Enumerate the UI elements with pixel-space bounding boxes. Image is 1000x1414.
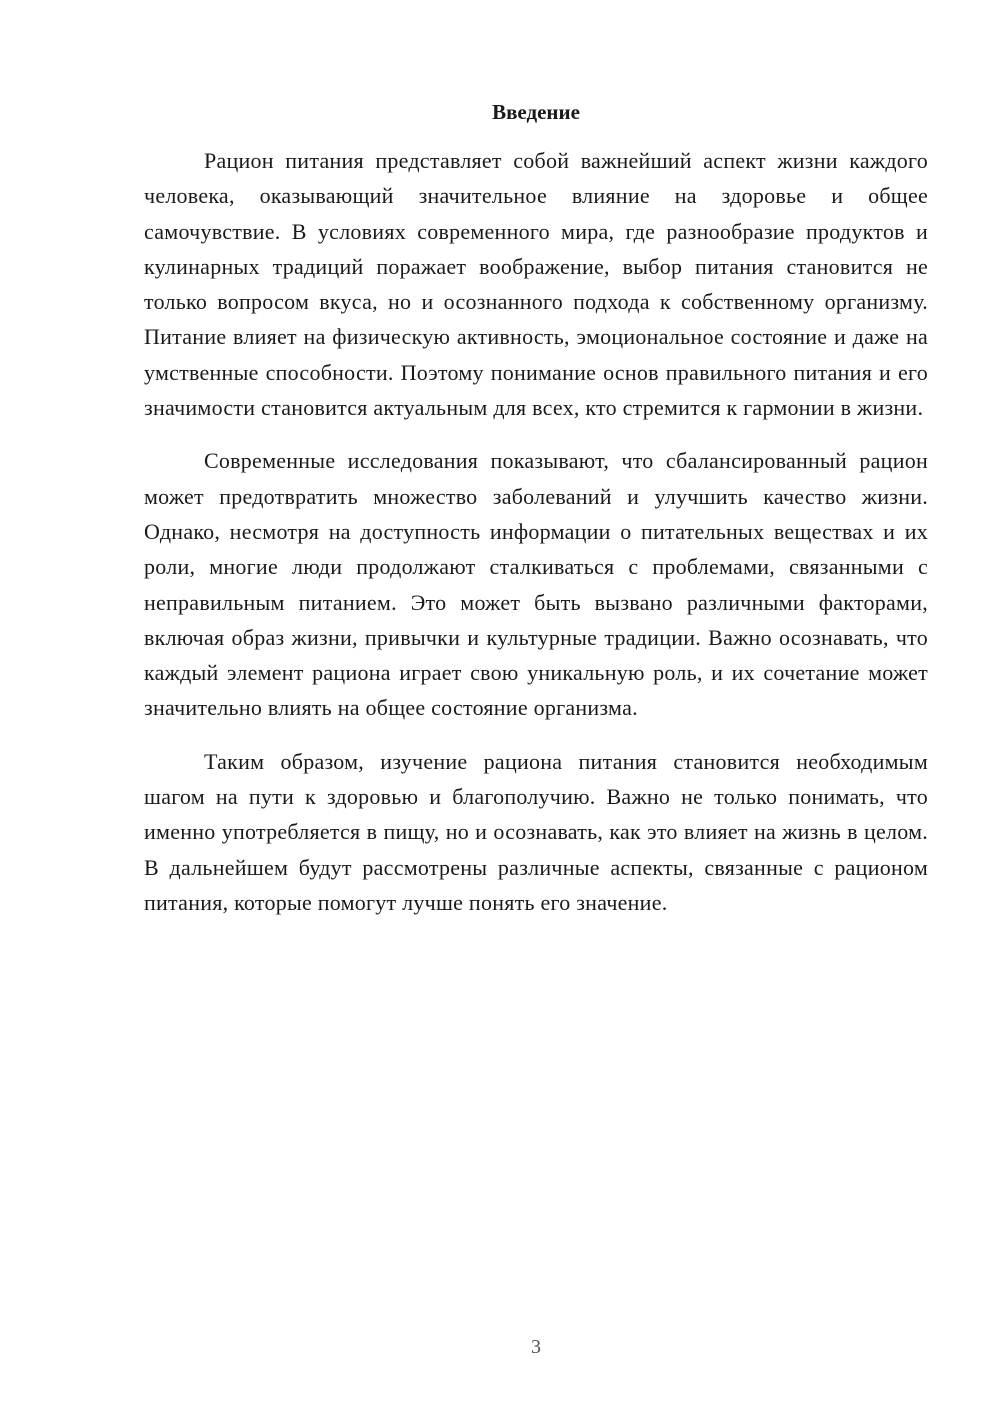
paragraph-2: Современные исследования показывают, что сбалансированный рацион может предотвратить множество заболеваний и улучшить качество жизни. Однако, несмотря на доступность информации о питательных веществах и их роли, многие люди продолжают сталкиваться с проблемами, связанными с неправильным питанием. Это может быть вызвано различными факторами, включая образ жизни, привычки и культурные традиции. Важно осознавать, что каждый элемент рациона играет свою уникальную роль, и их сочетание может значительно влиять на общее состояние организма. — [144, 448, 928, 721]
page-number: 3 — [531, 1336, 541, 1358]
body-text — [144, 143, 928, 938]
section-heading: Введение — [492, 100, 580, 124]
paragraph-1: Рацион питания представляет собой важнейший аспект жизни каждого человека, оказывающий значительное влияние на здоровье и общее самочувствие. В условиях современного мира, где разнообразие продуктов и кулинарных традиций поражает воображение, выбор питания становится не только вопросом вкуса, но и осознанного подхода к собственному организму. Питание влияет на физическую активность, эмоциональное состояние и даже на умственные способности. Поэтому понимание основ правильного питания и его значимости становится актуальным для всех, кто стремится к гармонии в жизни. — [144, 148, 928, 421]
paragraph-3: Таким образом, изучение рациона питания становится необходимым шагом на пути к здоровью и благополучию. Важно не только понимать, что именно употребляется в пищу, но и осознавать, как это влияет на жизнь в целом. В дальнейшем будут рассмотрены различные аспекты, связанные с рационом питания, которые помогут лучше понять его значение. — [144, 748, 928, 915]
